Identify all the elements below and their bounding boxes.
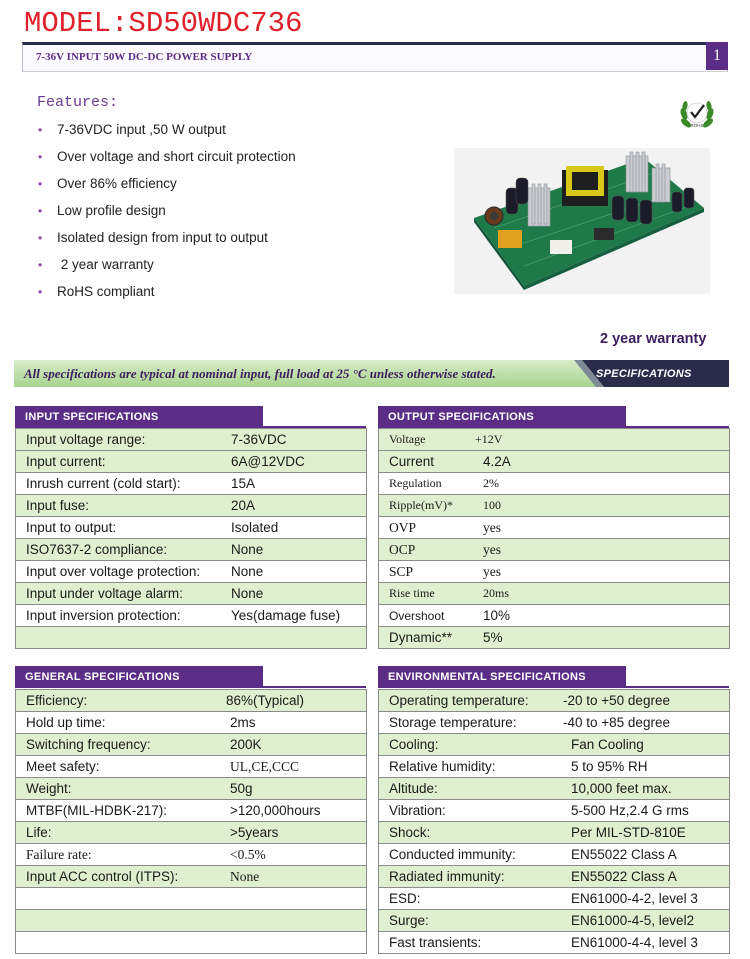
features-heading: Features: xyxy=(37,94,119,111)
spec-label: Dynamic** xyxy=(389,630,453,645)
spec-value: Isolated xyxy=(231,520,279,535)
table-row xyxy=(16,517,367,539)
feature-item xyxy=(38,149,296,164)
spec-value: None xyxy=(230,869,260,884)
spec-value: Per MIL-STD-810E xyxy=(571,825,686,840)
feature-text: 7-36VDC input ,50 W output xyxy=(57,122,226,137)
bullet-icon: • xyxy=(38,150,43,164)
spec-label: Input ACC control (ITPS): xyxy=(26,869,179,884)
table-row xyxy=(16,451,367,473)
rohs-check-icon xyxy=(676,94,718,136)
spec-value: 10% xyxy=(483,608,511,623)
spec-value: Yes(damage fuse) xyxy=(231,608,341,623)
table-row xyxy=(379,932,730,954)
spec-label: OVP xyxy=(389,519,417,535)
table-row xyxy=(16,605,367,627)
feature-text: Low profile design xyxy=(57,203,166,218)
table-row xyxy=(379,539,730,561)
spec-value: 4.2A xyxy=(483,454,511,469)
table-row xyxy=(16,495,367,517)
table-row xyxy=(16,778,367,800)
spec-value: None xyxy=(231,586,264,601)
spec-label: Input to output: xyxy=(26,520,117,535)
table-row xyxy=(379,734,730,756)
bullet-icon: • xyxy=(38,123,43,137)
table-row xyxy=(379,517,730,539)
spec-value: UL,CE,CCC xyxy=(230,759,300,774)
spec-label: Storage temperature: xyxy=(389,715,517,730)
spec-value: -20 to +50 degree xyxy=(563,693,670,708)
spec-label: MTBF(MIL-HDBK-217): xyxy=(26,803,168,818)
table-row xyxy=(379,800,730,822)
table-row xyxy=(16,756,367,778)
general-specs-rule xyxy=(15,686,366,688)
spec-value: Fan Cooling xyxy=(571,737,644,752)
bullet-icon: • xyxy=(38,231,43,245)
spec-label: Shock: xyxy=(389,825,431,840)
spec-value: EN55022 Class A xyxy=(571,847,677,862)
table-row xyxy=(379,756,730,778)
spec-value: 7-36VDC xyxy=(231,432,287,447)
feature-item xyxy=(38,284,155,299)
table-row xyxy=(16,627,367,649)
table-row xyxy=(16,822,367,844)
spec-value: 5-500 Hz,2.4 G rms xyxy=(571,803,689,818)
spec-value: >120,000hours xyxy=(230,803,321,818)
spec-value: None xyxy=(231,542,264,557)
table-row xyxy=(379,473,730,495)
table-row xyxy=(379,561,730,583)
table-row xyxy=(379,429,730,451)
spec-label: Altitude: xyxy=(389,781,438,796)
spec-value: 6A@12VDC xyxy=(231,454,305,469)
spec-value: >5years xyxy=(230,825,279,840)
product-pcb-image xyxy=(454,148,710,294)
table-row xyxy=(379,888,730,910)
spec-label: Input over voltage protection: xyxy=(26,564,201,579)
warranty-banner: 2 year warranty xyxy=(600,331,707,347)
spec-label: Input voltage range: xyxy=(26,432,146,447)
table-row xyxy=(16,800,367,822)
spec-label: Current xyxy=(389,454,435,469)
spec-value: 15A xyxy=(231,476,256,491)
table-row xyxy=(379,605,730,627)
bullet-icon: • xyxy=(38,258,43,272)
feature-text: RoHS compliant xyxy=(57,284,155,299)
table-row xyxy=(379,495,730,517)
table-row xyxy=(16,910,367,932)
table-row xyxy=(16,734,367,756)
table-row xyxy=(16,539,367,561)
spec-label: Failure rate: xyxy=(26,846,92,862)
spec-value: None xyxy=(231,564,264,579)
general-specs-header: GENERAL SPECIFICATIONS xyxy=(15,666,263,688)
feature-text: 2 year warranty xyxy=(57,257,154,272)
table-row xyxy=(16,583,367,605)
table-row xyxy=(16,844,367,866)
table-row xyxy=(379,627,730,649)
bullet-icon: • xyxy=(38,204,43,218)
general-specs-table xyxy=(15,689,367,954)
table-row xyxy=(379,583,730,605)
table-row xyxy=(16,932,367,954)
spec-label: Radiated immunity: xyxy=(389,869,505,884)
product-subtitle: 7-36V INPUT 50W DC-DC POWER SUPPLY xyxy=(36,51,253,63)
table-row xyxy=(16,429,367,451)
table-row xyxy=(16,561,367,583)
input-specs-table xyxy=(15,428,367,649)
spec-label: Cooling: xyxy=(389,737,439,752)
table-row xyxy=(379,451,730,473)
spec-label: Rise time xyxy=(389,586,435,600)
output-specs-header: OUTPUT SPECIFICATIONS xyxy=(378,406,626,428)
bullet-icon: • xyxy=(38,285,43,299)
spec-value: yes xyxy=(483,563,501,579)
feature-item xyxy=(38,122,226,137)
spec-label: Input inversion protection: xyxy=(26,608,181,623)
page-number: 1 xyxy=(706,42,728,70)
spec-label: Conducted immunity: xyxy=(389,847,516,862)
spec-value: EN61000-4-2, level 3 xyxy=(571,891,698,906)
bullet-icon: • xyxy=(38,177,43,191)
spec-label: ISO7637-2 compliance: xyxy=(26,542,168,557)
spec-label: Relative humidity: xyxy=(389,759,496,774)
spec-label: Input fuse: xyxy=(26,498,90,513)
spec-label: Fast transients: xyxy=(389,935,482,950)
feature-item xyxy=(38,203,166,218)
environmental-specs-header: ENVIRONMENTAL SPECIFICATIONS xyxy=(378,666,626,688)
table-row xyxy=(16,690,367,712)
spec-label: Weight: xyxy=(26,781,72,796)
table-row xyxy=(379,690,730,712)
spec-label: Life: xyxy=(26,825,52,840)
feature-text: Isolated design from input to output xyxy=(57,230,268,245)
spec-label: Operating temperature: xyxy=(389,693,529,708)
spec-label: Ripple(mV)* xyxy=(389,498,453,512)
rohs-label: ROHS xyxy=(690,123,704,128)
input-specs-header: INPUT SPECIFICATIONS xyxy=(15,406,263,428)
spec-label: Surge: xyxy=(389,913,429,928)
spec-value: EN55022 Class A xyxy=(571,869,677,884)
table-row xyxy=(379,778,730,800)
spec-label: Efficiency: xyxy=(26,693,88,708)
spec-label: ESD: xyxy=(389,891,421,906)
spec-label: SCP xyxy=(389,563,414,579)
table-row xyxy=(16,888,367,910)
spec-value: 10,000 feet max. xyxy=(571,781,672,796)
specifications-note: All specifications are typical at nominal input, full load at 25 °C unless otherwise stated. xyxy=(24,366,496,381)
spec-label: Overshoot xyxy=(389,609,445,623)
spec-label: Inrush current (cold start): xyxy=(26,476,181,491)
environmental-specs-rule xyxy=(378,686,729,688)
spec-value: +12V xyxy=(475,432,503,446)
table-row xyxy=(16,473,367,495)
feature-item xyxy=(38,257,154,272)
spec-value: yes xyxy=(483,541,501,557)
table-row xyxy=(379,822,730,844)
table-row xyxy=(16,866,367,888)
feature-item xyxy=(38,176,177,191)
spec-value: <0.5% xyxy=(230,846,266,862)
environmental-specs-table xyxy=(378,689,730,954)
table-row xyxy=(379,844,730,866)
specifications-label: SPECIFICATIONS xyxy=(596,368,692,380)
output-specs-table xyxy=(378,428,730,649)
spec-value: yes xyxy=(483,519,501,535)
spec-value: 20ms xyxy=(483,586,510,600)
spec-value: EN61000-4-5, level2 xyxy=(571,913,695,928)
spec-label: Meet safety: xyxy=(26,759,100,774)
spec-label: Voltage xyxy=(389,432,426,446)
table-row xyxy=(379,910,730,932)
spec-value: 2% xyxy=(483,476,499,490)
table-row xyxy=(379,712,730,734)
spec-value: 5% xyxy=(483,630,503,645)
feature-text: Over voltage and short circuit protection xyxy=(57,149,296,164)
feature-item xyxy=(38,230,268,245)
spec-value: EN61000-4-4, level 3 xyxy=(571,935,698,950)
spec-value: 5 to 95% RH xyxy=(571,759,648,774)
spec-value: -40 to +85 degree xyxy=(563,715,670,730)
spec-label: Input current: xyxy=(26,454,106,469)
spec-value: 200K xyxy=(230,737,262,752)
spec-label: OCP xyxy=(389,541,416,557)
spec-value: 20A xyxy=(231,498,256,513)
model-title: MODEL:SD50WDC736 xyxy=(24,7,303,40)
spec-label: Vibration: xyxy=(389,803,446,818)
feature-text: Over 86% efficiency xyxy=(57,176,177,191)
spec-label: Regulation xyxy=(389,476,442,490)
spec-value: 2ms xyxy=(230,715,256,730)
spec-value: 86%(Typical) xyxy=(226,693,305,708)
spec-value: 50g xyxy=(230,781,253,796)
spec-label: Hold up time: xyxy=(26,715,106,730)
spec-label: Switching frequency: xyxy=(26,737,151,752)
table-row xyxy=(379,866,730,888)
table-row xyxy=(16,712,367,734)
spec-label: Input under voltage alarm: xyxy=(26,586,183,601)
spec-value: 100 xyxy=(483,498,501,512)
